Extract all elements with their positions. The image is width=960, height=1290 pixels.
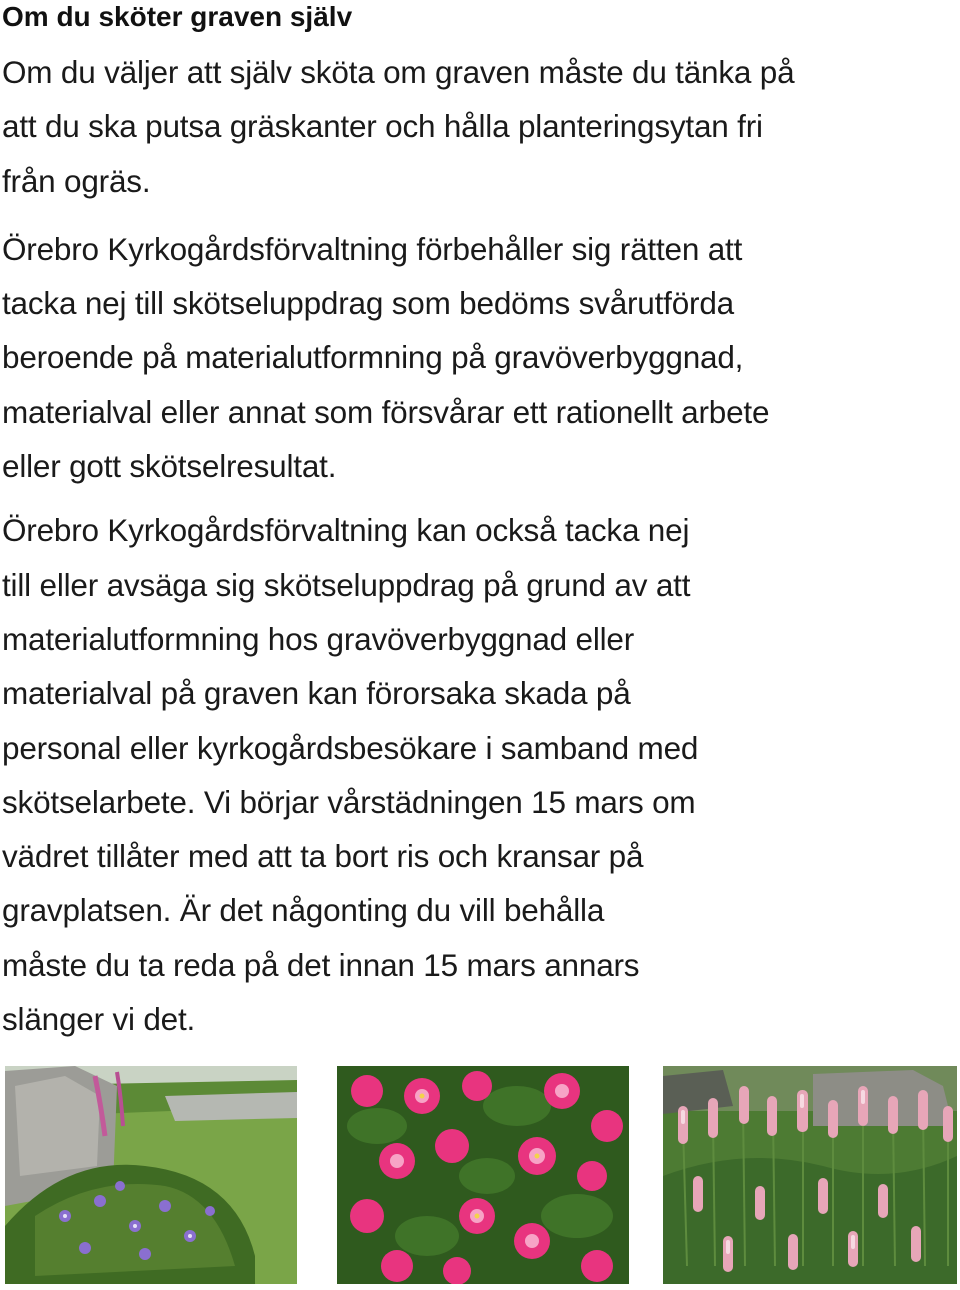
begonia-photo: [337, 1066, 629, 1284]
text-line: skötselarbete. Vi börjar vårstädningen 15 mars om: [2, 783, 696, 820]
bistort-flowers-photo: [663, 1066, 957, 1284]
geranium-grave-photo: [5, 1066, 297, 1284]
text-line: vädret tillåter med att ta bort ris och kransar på: [2, 838, 644, 875]
text-line: materialutformning hos gravöverbyggnad eller: [2, 620, 635, 657]
text-line: personal eller kyrkogårdsbesökare i samband med: [2, 729, 699, 766]
document: [2, 0, 952, 1046]
paragraph-intro: [2, 45, 952, 208]
text-line: gravplatsen. Är det någonting du vill behålla: [2, 892, 605, 929]
text-line: slänger vi det.: [2, 1001, 196, 1038]
text-line: Om du väljer att själv sköta om graven måste du tänka på: [2, 54, 795, 90]
text-line: beroende på materialutformning på gravöverbyggnad,: [2, 339, 744, 376]
section-heading: Om du sköter graven själv: [2, 1, 353, 32]
text-line: från ogräs.: [2, 162, 151, 199]
paragraph-spring-cleaning: [2, 503, 952, 1046]
text-line: Örebro Kyrkogårdsförvaltning förbehåller sig rätten att: [2, 230, 743, 267]
text-line: materialval eller annat som försvårar ett rationellt arbete: [2, 393, 770, 430]
text-line: materialval på graven kan förorsaka skada på: [2, 675, 631, 712]
text-line: att du ska putsa gräskanter och hålla planteringsytan fri: [2, 108, 763, 145]
text-line: Örebro Kyrkogårdsförvaltning kan också tacka nej: [2, 512, 690, 549]
paragraph-right-to-decline: [2, 222, 952, 493]
text-line: måste du ta reda på det innan 15 mars annars: [2, 946, 640, 983]
text-line: tacka nej till skötseluppdrag som bedöms svårutförda: [2, 285, 734, 322]
text-line: eller gott skötselresultat.: [2, 448, 337, 485]
photo-row: [0, 1066, 960, 1288]
text-line: till eller avsäga sig skötseluppdrag på grund av att: [2, 566, 691, 603]
